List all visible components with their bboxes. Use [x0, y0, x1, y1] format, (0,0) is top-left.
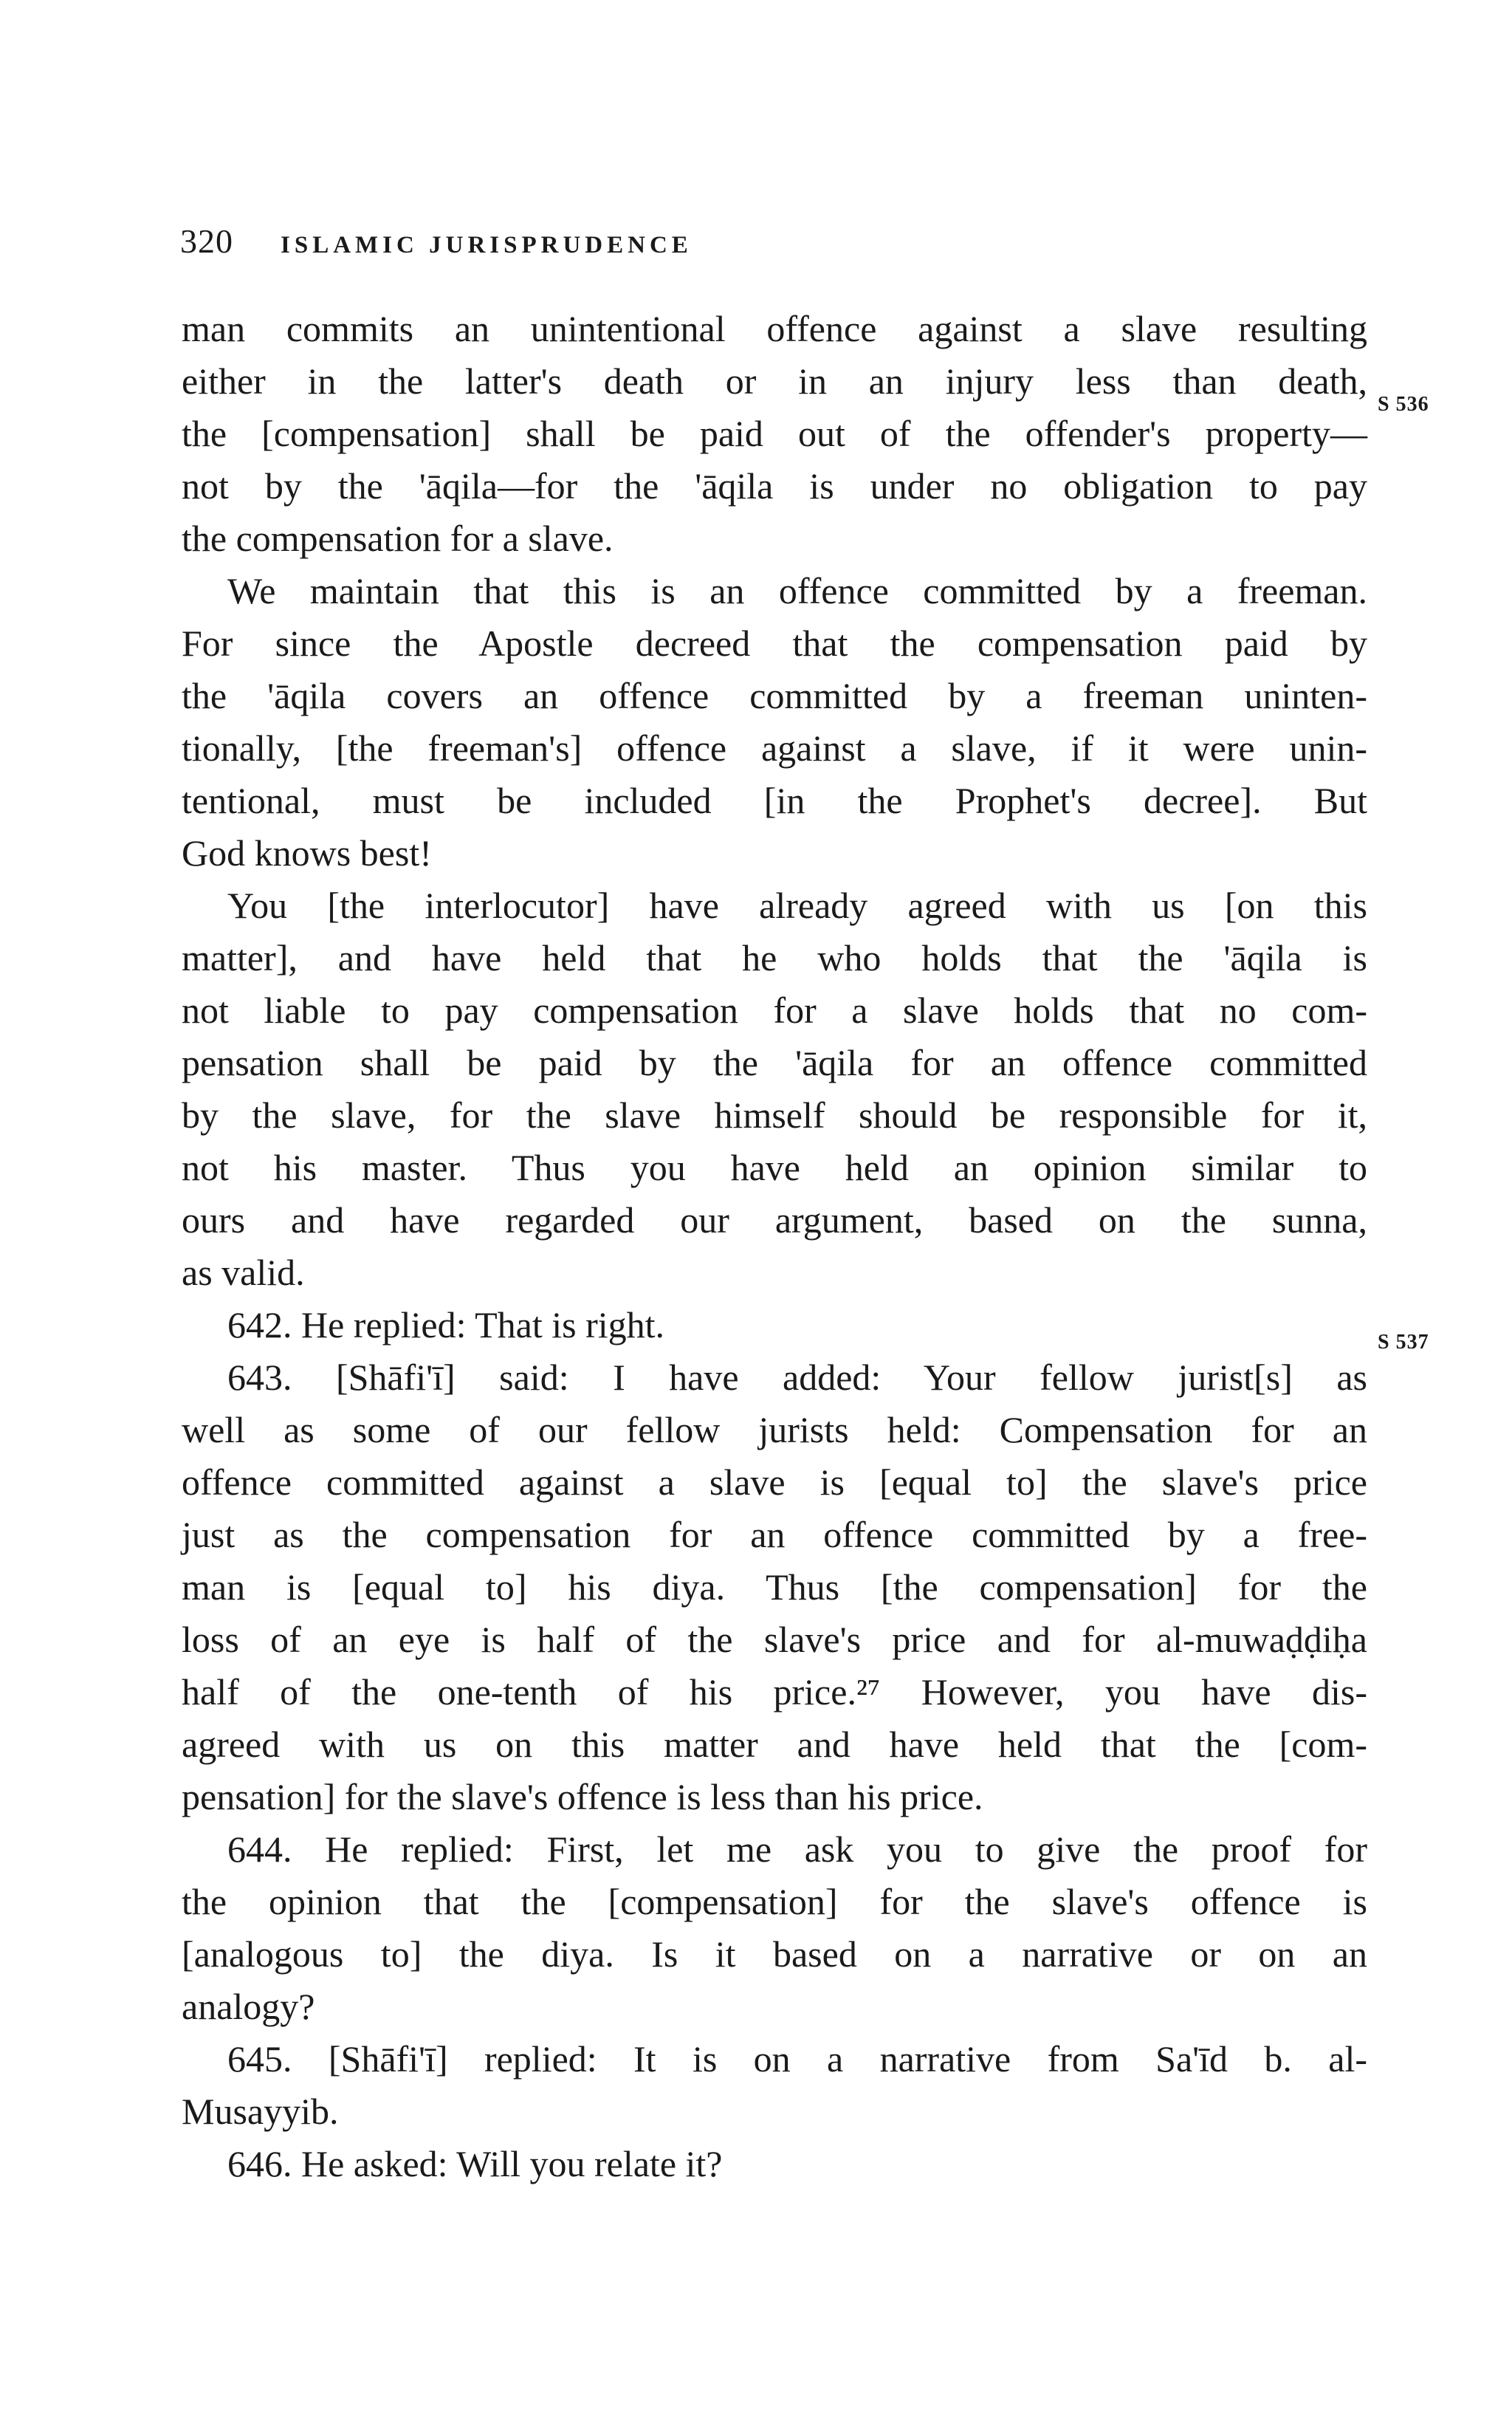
text-line: 646. He asked: Will you relate it? [227, 2143, 723, 2184]
page-number: 320 [180, 222, 233, 260]
text-line: pensation] for the slave's offence is less than his price. [182, 1776, 983, 1817]
text-line: tentional, must be included [in the Prophet's decree]. But [182, 780, 1367, 821]
text-line: not liable to pay compensation for a slave holds that no com- [182, 990, 1367, 1031]
text-line: not his master. Thus you have held an opinion similar to [182, 1147, 1367, 1188]
text-line: For since the Apostle decreed that the compensation paid by [182, 623, 1367, 664]
text-line: matter], and have held that he who holds that the 'āqila is [182, 937, 1367, 978]
text-line: We maintain that this is an offence committed by a freeman. [227, 570, 1367, 611]
text-line: [analogous to] the diya. Is it based on a narrative or on an [182, 1933, 1367, 1975]
text-line: the compensation for a slave. [182, 518, 614, 559]
text-line: 642. He replied: That is right. [227, 1304, 665, 1345]
text-line: man is [equal to] his diya. Thus [the compensation] for the [182, 1566, 1367, 1608]
margin-reference: S 537 [1378, 1331, 1429, 1354]
text-line: You [the interlocutor] have already agreed with us [on this [227, 885, 1367, 926]
text-line: by the slave, for the slave himself should be responsible for it, [182, 1094, 1367, 1136]
text-line: tionally, [the freeman's] offence against a slave, if it were unin- [182, 727, 1367, 769]
text-line: agreed with us on this matter and have held that the [com- [182, 1724, 1367, 1765]
running-head [180, 222, 693, 266]
text-line: Musayyib. [182, 2091, 339, 2132]
running-title: ISLAMIC JURISPRUDENCE [281, 232, 693, 258]
text-line: just as the compensation for an offence committed by a free- [182, 1514, 1367, 1555]
text-line: analogy? [182, 1986, 315, 2027]
text-line: 643. [Shāfi'ī] said: I have added: Your fellow jurist[s] as [227, 1357, 1367, 1398]
text-line: 645. [Shāfi'ī] replied: It is on a narrative from Sa'īd b. al- [227, 2038, 1367, 2080]
text-line: the [compensation] shall be paid out of the offender's property— [182, 413, 1367, 454]
text-line: as valid. [182, 1252, 305, 1293]
text-line: offence committed against a slave is [equal to] the slave's price [182, 1461, 1367, 1503]
text-line: half of the one-tenth of his price.²⁷ However, you have dis- [182, 1671, 1367, 1713]
text-line: the 'āqila covers an offence committed by a freeman uninten- [182, 675, 1367, 716]
text-line: not by the 'āqila—for the 'āqila is under no obligation to pay [182, 465, 1367, 507]
body-text [182, 303, 1367, 2190]
text-line: man commits an unintentional offence against a slave resulting [182, 308, 1367, 349]
text-line: loss of an eye is half of the slave's price and for al-muwaḍḍiḥa [182, 1619, 1367, 1660]
text-line: either in the latter's death or in an injury less than death, [182, 360, 1367, 402]
text-line: 644. He replied: First, let me ask you to give the proof for [227, 1828, 1367, 1870]
text-line: well as some of our fellow jurists held: Compensation for an [182, 1409, 1367, 1450]
text-line: ours and have regarded our argument, based on the sunna, [182, 1199, 1367, 1241]
text-line: the opinion that the [compensation] for the slave's offence is [182, 1881, 1367, 1922]
text-line: pensation shall be paid by the 'āqila for an offence committed [182, 1042, 1367, 1083]
text-line: God knows best! [182, 832, 432, 874]
margin-reference: S 536 [1378, 393, 1429, 416]
